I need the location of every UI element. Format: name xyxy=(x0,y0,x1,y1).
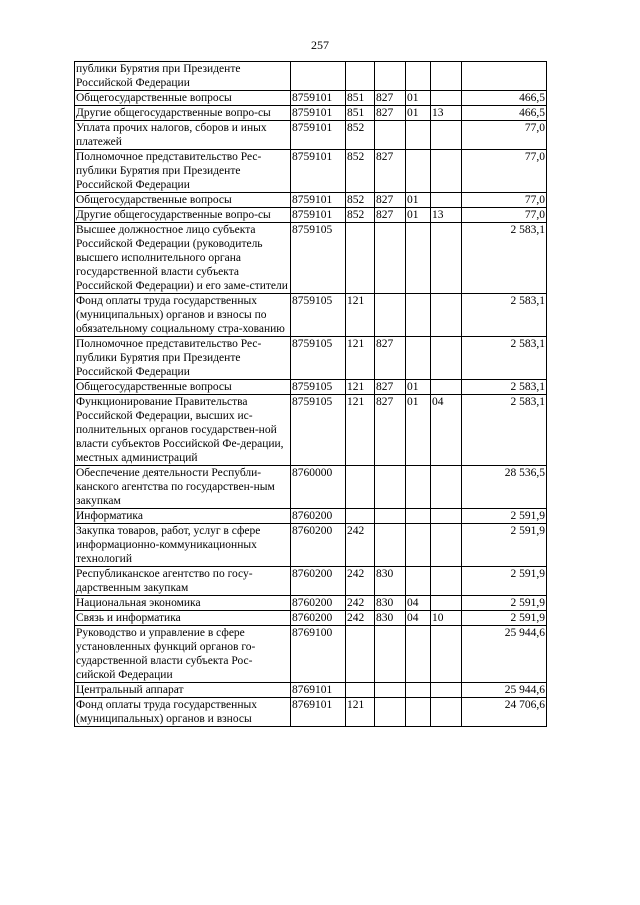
amount-cell: 77,0 xyxy=(462,208,547,223)
expense-type-cell xyxy=(346,223,375,294)
expense-type-cell: 242 xyxy=(346,524,375,567)
item-name-cell: Фонд оплаты труда государственных (муниципальных) органов и взносы xyxy=(75,698,291,727)
expense-type-cell: 852 xyxy=(346,121,375,150)
section-cell xyxy=(406,567,431,596)
expense-type-cell xyxy=(346,62,375,91)
section-cell: 01 xyxy=(406,193,431,208)
section-cell xyxy=(406,524,431,567)
item-name-cell: Закупка товаров, работ, услуг в сфере информационно-коммуникационных технологий xyxy=(75,524,291,567)
administrator-code-cell xyxy=(375,223,406,294)
subsection-cell xyxy=(431,524,462,567)
item-name-cell: Уплата прочих налогов, сборов и иных платежей xyxy=(75,121,291,150)
section-cell xyxy=(406,223,431,294)
amount-cell: 2 591,9 xyxy=(462,596,547,611)
table-row xyxy=(75,337,547,380)
administrator-code-cell: 827 xyxy=(375,91,406,106)
administrator-code-cell xyxy=(375,524,406,567)
administrator-code-cell xyxy=(375,698,406,727)
subsection-cell xyxy=(431,150,462,193)
target-article-cell: 8759101 xyxy=(291,150,346,193)
table-row xyxy=(75,193,547,208)
table-row xyxy=(75,121,547,150)
item-name-cell: Обеспечение деятельности Республи-канского агентства по государствен-ным закупкам xyxy=(75,466,291,509)
target-article-cell: 8760200 xyxy=(291,524,346,567)
administrator-code-cell: 827 xyxy=(375,150,406,193)
section-cell: 01 xyxy=(406,208,431,223)
expense-type-cell: 851 xyxy=(346,106,375,121)
table-row xyxy=(75,62,547,91)
subsection-cell xyxy=(431,567,462,596)
item-name-cell: публики Бурятия при Президенте Российской Федерации xyxy=(75,62,291,91)
amount-cell: 2 583,1 xyxy=(462,395,547,466)
section-cell: 04 xyxy=(406,596,431,611)
item-name-cell: Республиканское агентство по госу-дарственным закупкам xyxy=(75,567,291,596)
table-row xyxy=(75,524,547,567)
table-row xyxy=(75,106,547,121)
table-row xyxy=(75,150,547,193)
expense-type-cell: 121 xyxy=(346,294,375,337)
page-number: 257 xyxy=(311,38,329,52)
administrator-code-cell xyxy=(375,121,406,150)
table-row xyxy=(75,294,547,337)
expense-type-cell xyxy=(346,509,375,524)
amount-cell: 77,0 xyxy=(462,150,547,193)
amount-cell: 2 583,1 xyxy=(462,294,547,337)
expense-type-cell: 852 xyxy=(346,208,375,223)
item-name-cell: Другие общегосударственные вопро-сы xyxy=(75,106,291,121)
target-article-cell: 8759101 xyxy=(291,208,346,223)
expense-type-cell: 852 xyxy=(346,150,375,193)
subsection-cell xyxy=(431,626,462,683)
subsection-cell xyxy=(431,380,462,395)
target-article-cell: 8759105 xyxy=(291,223,346,294)
amount-cell: 24 706,6 xyxy=(462,698,547,727)
section-cell xyxy=(406,466,431,509)
table-row xyxy=(75,208,547,223)
expense-type-cell: 242 xyxy=(346,611,375,626)
item-name-cell: Другие общегосударственные вопро-сы xyxy=(75,208,291,223)
section-cell: 01 xyxy=(406,91,431,106)
target-article-cell: 8760200 xyxy=(291,611,346,626)
amount-cell xyxy=(462,62,547,91)
amount-cell: 2 591,9 xyxy=(462,524,547,567)
administrator-code-cell: 827 xyxy=(375,395,406,466)
administrator-code-cell xyxy=(375,466,406,509)
administrator-code-cell: 827 xyxy=(375,337,406,380)
subsection-cell xyxy=(431,223,462,294)
subsection-cell: 04 xyxy=(431,395,462,466)
expense-type-cell: 121 xyxy=(346,395,375,466)
subsection-cell xyxy=(431,337,462,380)
expense-type-cell: 121 xyxy=(346,698,375,727)
table-row xyxy=(75,683,547,698)
amount-cell: 25 944,6 xyxy=(462,626,547,683)
item-name-cell: Руководство и управление в сфере установленных функций органов го-сударственной власти субъекта Рос-сийской Федерации xyxy=(75,626,291,683)
expense-type-cell xyxy=(346,683,375,698)
section-cell: 01 xyxy=(406,106,431,121)
target-article-cell: 8759101 xyxy=(291,106,346,121)
amount-cell: 2 583,1 xyxy=(462,380,547,395)
item-name-cell: Фонд оплаты труда государственных (муниципальных) органов и взносы по обязательному социальному стра-хованию xyxy=(75,294,291,337)
section-cell xyxy=(406,626,431,683)
table-row xyxy=(75,611,547,626)
item-name-cell: Информатика xyxy=(75,509,291,524)
administrator-code-cell xyxy=(375,294,406,337)
item-name-cell: Высшее должностное лицо субъекта Российской Федерации (руководитель высшего исполнительного органа государственной власти субъекта Российской Федерации) и его заме-стители xyxy=(75,223,291,294)
target-article-cell: 8759101 xyxy=(291,193,346,208)
item-name-cell: Национальная экономика xyxy=(75,596,291,611)
item-name-cell: Связь и информатика xyxy=(75,611,291,626)
section-cell xyxy=(406,337,431,380)
subsection-cell xyxy=(431,466,462,509)
subsection-cell xyxy=(431,698,462,727)
amount-cell: 77,0 xyxy=(462,193,547,208)
section-cell xyxy=(406,509,431,524)
section-cell xyxy=(406,121,431,150)
target-article-cell: 8769101 xyxy=(291,683,346,698)
target-article-cell: 8760200 xyxy=(291,509,346,524)
target-article-cell: 8759105 xyxy=(291,337,346,380)
subsection-cell xyxy=(431,193,462,208)
section-cell: 01 xyxy=(406,380,431,395)
subsection-cell: 13 xyxy=(431,208,462,223)
budget-table-body xyxy=(75,62,547,727)
subsection-cell: 10 xyxy=(431,611,462,626)
subsection-cell xyxy=(431,62,462,91)
expense-type-cell: 851 xyxy=(346,91,375,106)
section-cell: 04 xyxy=(406,611,431,626)
subsection-cell xyxy=(431,596,462,611)
target-article-cell: 8759101 xyxy=(291,91,346,106)
amount-cell: 2 591,9 xyxy=(462,567,547,596)
administrator-code-cell: 827 xyxy=(375,193,406,208)
amount-cell: 77,0 xyxy=(462,121,547,150)
target-article-cell: 8760200 xyxy=(291,567,346,596)
administrator-code-cell: 830 xyxy=(375,567,406,596)
item-name-cell: Полномочное представительство Рес-публики Бурятия при Президенте Российской Федерации xyxy=(75,337,291,380)
administrator-code-cell: 830 xyxy=(375,596,406,611)
section-cell xyxy=(406,683,431,698)
amount-cell: 466,5 xyxy=(462,91,547,106)
target-article-cell xyxy=(291,62,346,91)
section-cell xyxy=(406,294,431,337)
subsection-cell xyxy=(431,294,462,337)
amount-cell: 28 536,5 xyxy=(462,466,547,509)
subsection-cell xyxy=(431,121,462,150)
section-cell xyxy=(406,62,431,91)
subsection-cell xyxy=(431,683,462,698)
target-article-cell: 8759105 xyxy=(291,380,346,395)
administrator-code-cell: 830 xyxy=(375,611,406,626)
administrator-code-cell: 827 xyxy=(375,380,406,395)
table-row xyxy=(75,698,547,727)
item-name-cell: Общегосударственные вопросы xyxy=(75,380,291,395)
subsection-cell: 13 xyxy=(431,106,462,121)
expense-type-cell: 852 xyxy=(346,193,375,208)
expense-type-cell xyxy=(346,626,375,683)
amount-cell: 2 583,1 xyxy=(462,223,547,294)
item-name-cell: Общегосударственные вопросы xyxy=(75,193,291,208)
item-name-cell: Общегосударственные вопросы xyxy=(75,91,291,106)
amount-cell: 2 591,9 xyxy=(462,611,547,626)
administrator-code-cell xyxy=(375,683,406,698)
administrator-code-cell: 827 xyxy=(375,106,406,121)
target-article-cell: 8769101 xyxy=(291,698,346,727)
table-row xyxy=(75,223,547,294)
target-article-cell: 8760200 xyxy=(291,596,346,611)
amount-cell: 2 591,9 xyxy=(462,509,547,524)
administrator-code-cell xyxy=(375,62,406,91)
subsection-cell xyxy=(431,509,462,524)
target-article-cell: 8760000 xyxy=(291,466,346,509)
section-cell xyxy=(406,150,431,193)
item-name-cell: Полномочное представительство Рес-публики Бурятия при Президенте Российской Федерации xyxy=(75,150,291,193)
expense-type-cell xyxy=(346,466,375,509)
expense-type-cell: 242 xyxy=(346,596,375,611)
subsection-cell xyxy=(431,91,462,106)
section-cell: 01 xyxy=(406,395,431,466)
table-row xyxy=(75,596,547,611)
table-row xyxy=(75,91,547,106)
table-row xyxy=(75,380,547,395)
amount-cell: 466,5 xyxy=(462,106,547,121)
item-name-cell: Центральный аппарат xyxy=(75,683,291,698)
administrator-code-cell: 827 xyxy=(375,208,406,223)
administrator-code-cell xyxy=(375,509,406,524)
administrator-code-cell xyxy=(375,626,406,683)
target-article-cell: 8769100 xyxy=(291,626,346,683)
expense-type-cell: 242 xyxy=(346,567,375,596)
amount-cell: 2 583,1 xyxy=(462,337,547,380)
item-name-cell: Функционирование Правительства Российской Федерации, высших ис-полнительных органов государствен-ной власти субъектов Российской Фе-дерации, местных администраций xyxy=(75,395,291,466)
expense-type-cell: 121 xyxy=(346,337,375,380)
expense-type-cell: 121 xyxy=(346,380,375,395)
table-row xyxy=(75,626,547,683)
table-row xyxy=(75,567,547,596)
target-article-cell: 8759101 xyxy=(291,121,346,150)
target-article-cell: 8759105 xyxy=(291,395,346,466)
table-row xyxy=(75,466,547,509)
section-cell xyxy=(406,698,431,727)
amount-cell: 25 944,6 xyxy=(462,683,547,698)
target-article-cell: 8759105 xyxy=(291,294,346,337)
table-row xyxy=(75,395,547,466)
table-row xyxy=(75,509,547,524)
budget-table xyxy=(74,61,547,727)
